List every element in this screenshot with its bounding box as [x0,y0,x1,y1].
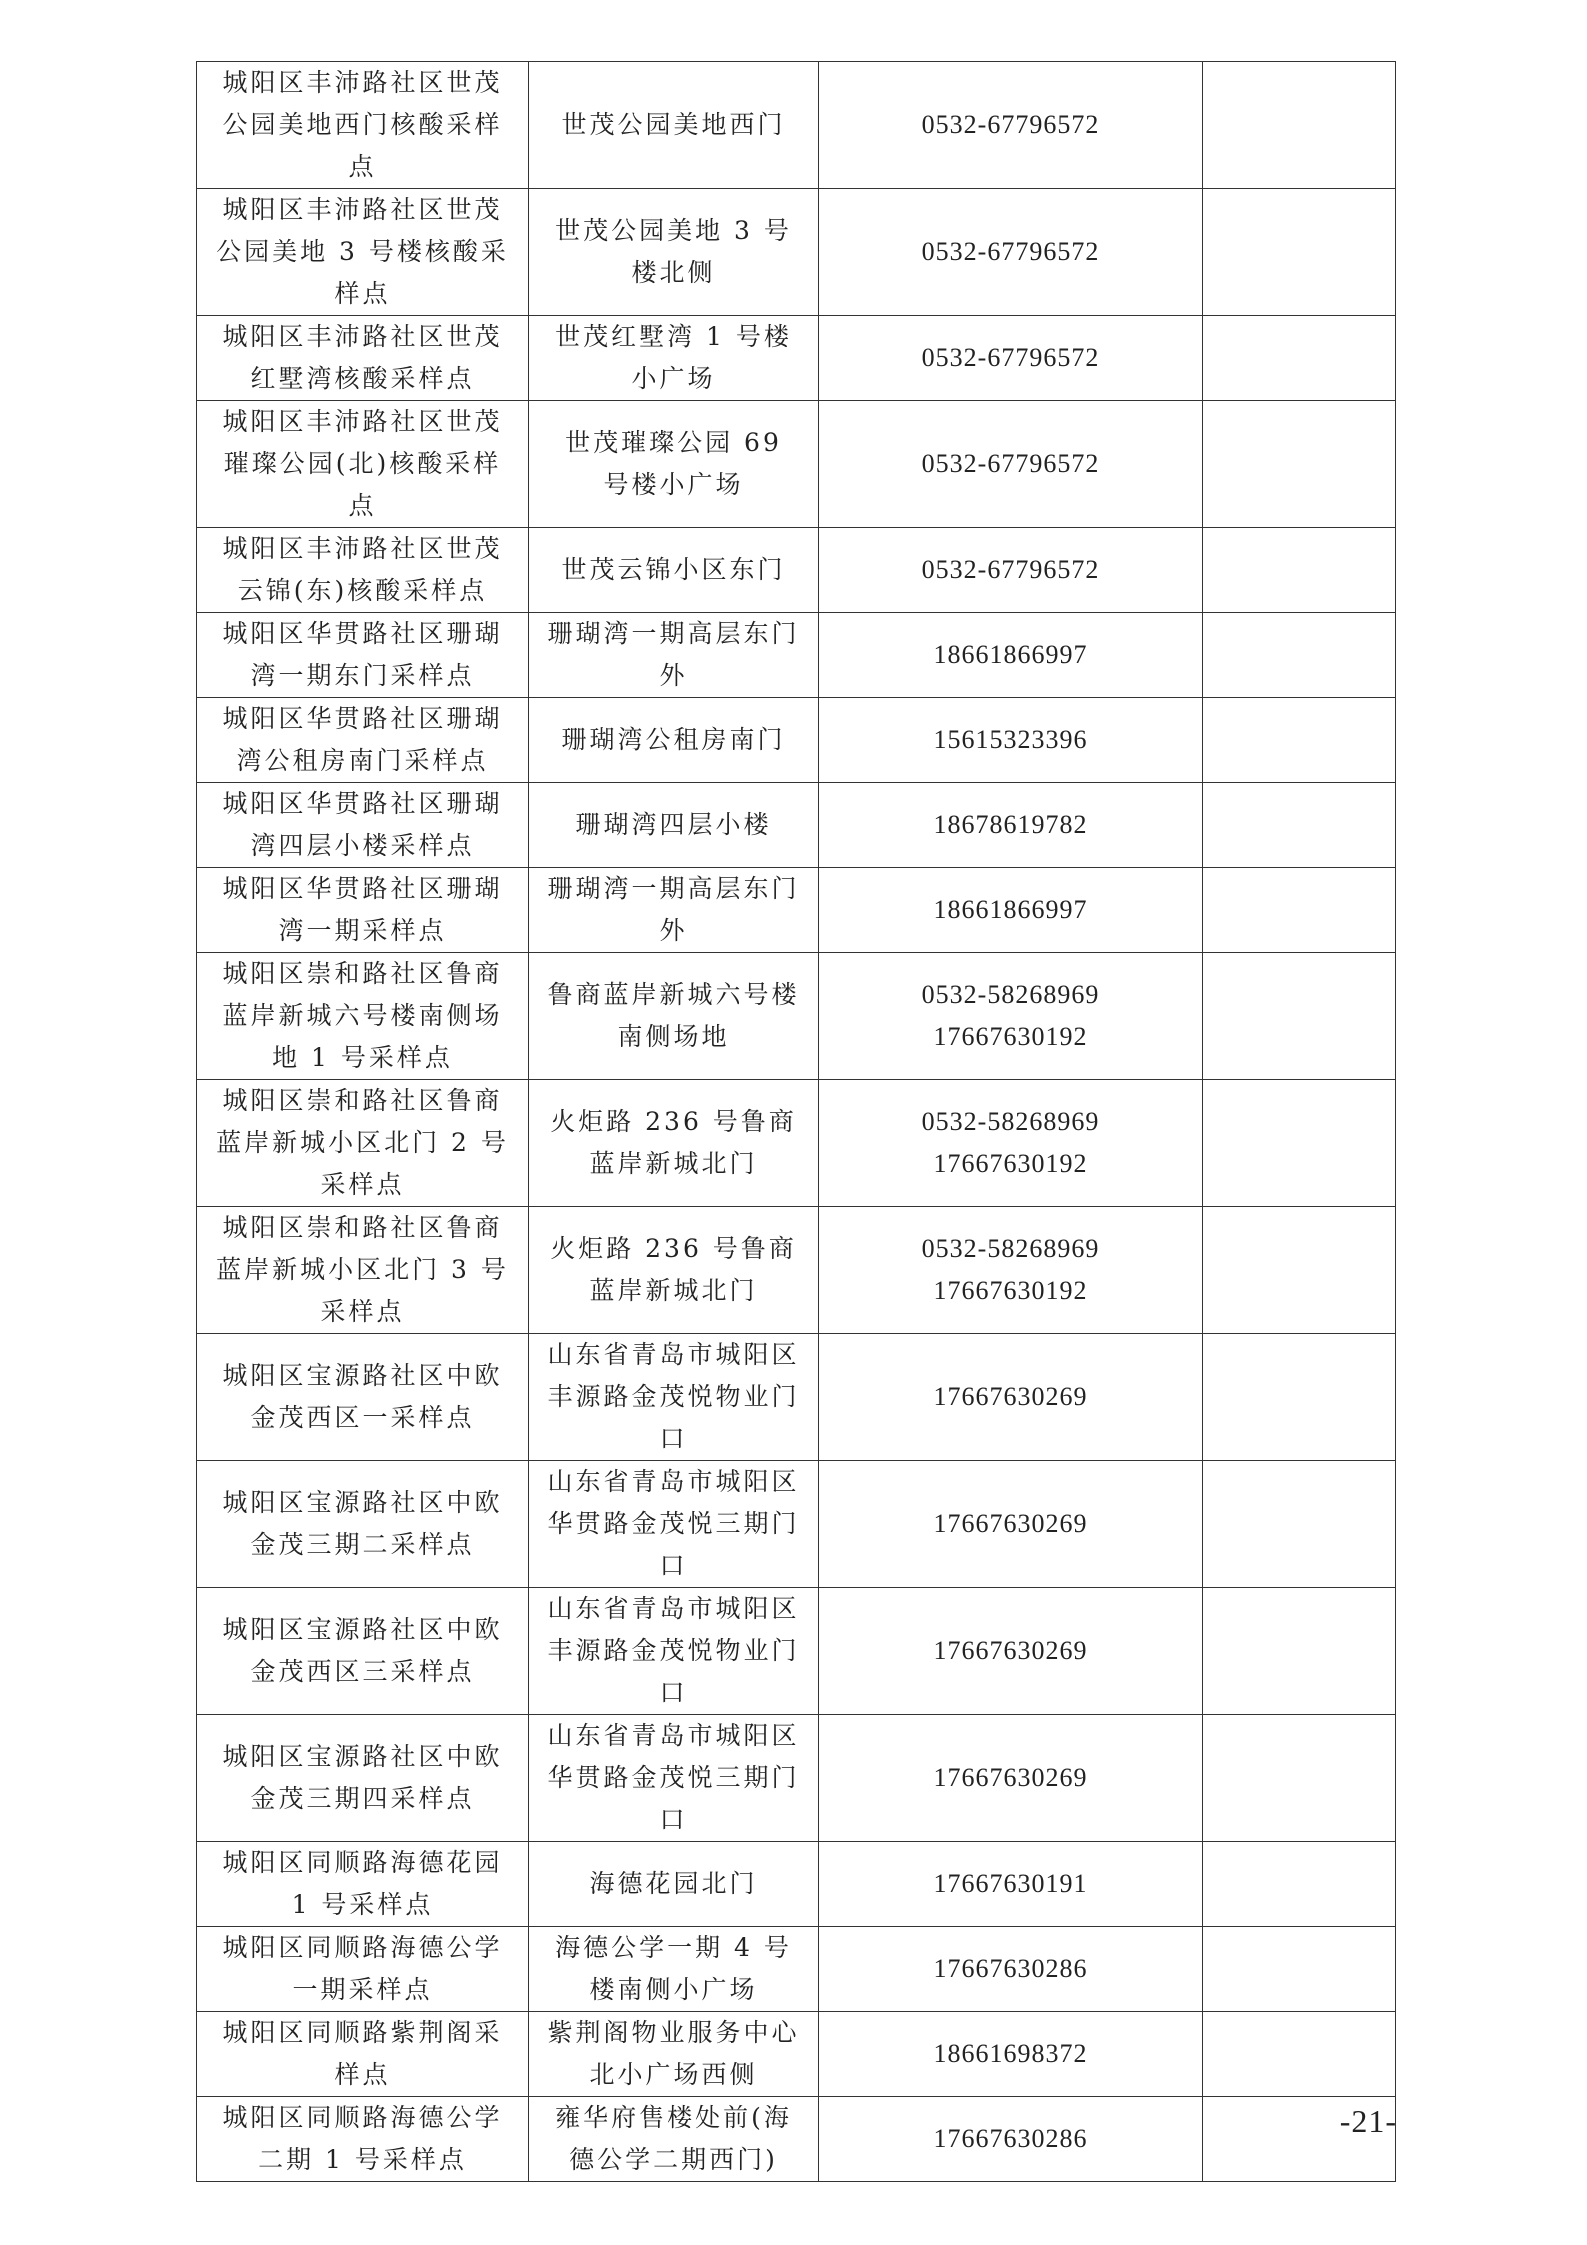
phone-number: 0532-67796572 [921,449,1100,478]
address-cell: 珊瑚湾一期高层东门外 [529,613,819,698]
note-cell [1203,783,1396,868]
phone-number: 17667630191 [933,1869,1088,1898]
phone-cell [819,62,1203,189]
table-body [197,62,1396,2182]
address-cell: 山东省青岛市城阳区丰源路金茂悦物业门口 [529,1588,819,1715]
table-row [197,783,1396,868]
phone-number: 17667630269 [933,1636,1088,1665]
phone-cell [819,1715,1203,1842]
note-cell [1203,189,1396,316]
address-cell: 山东省青岛市城阳区华贯路金茂悦三期门口 [529,1715,819,1842]
phone-number: 18661866997 [933,895,1088,924]
phone-cell [819,316,1203,401]
site-name-cell: 城阳区华贯路社区珊瑚湾一期采样点 [197,868,529,953]
site-name-cell: 城阳区丰沛路社区世茂公园美地西门核酸采样点 [197,62,529,189]
site-name-cell: 城阳区丰沛路社区世茂璀璨公园(北)核酸采样点 [197,401,529,528]
phone-number: 0532-67796572 [921,110,1100,139]
phone-cell [819,528,1203,613]
address-cell: 珊瑚湾一期高层东门外 [529,868,819,953]
site-name-cell: 城阳区同顺路海德公学二期 1 号采样点 [197,2097,529,2182]
site-name-cell: 城阳区崇和路社区鲁商蓝岸新城六号楼南侧场地 1 号采样点 [197,953,529,1080]
table-row [197,613,1396,698]
phone-cell [819,1080,1203,1207]
note-cell [1203,62,1396,189]
site-name-cell: 城阳区宝源路社区中欧金茂三期二采样点 [197,1461,529,1588]
phone-cell [819,1334,1203,1461]
site-name-cell: 城阳区同顺路紫荆阁采样点 [197,2012,529,2097]
phone-cell [819,613,1203,698]
phone-number: 17667630269 [933,1382,1088,1411]
table-row [197,1207,1396,1334]
phone-number: 17667630286 [933,2124,1088,2153]
note-cell [1203,953,1396,1080]
table-row [197,528,1396,613]
site-name-cell: 城阳区同顺路海德公学一期采样点 [197,1927,529,2012]
address-cell: 山东省青岛市城阳区丰源路金茂悦物业门口 [529,1334,819,1461]
address-cell: 珊瑚湾公租房南门 [529,698,819,783]
phone-number: 17667630192 [933,1276,1088,1305]
phone-cell [819,1927,1203,2012]
table-row [197,953,1396,1080]
phone-number: 0532-67796572 [921,343,1100,372]
sampling-sites-table [196,61,1396,2182]
site-name-cell: 城阳区华贯路社区珊瑚湾公租房南门采样点 [197,698,529,783]
table-row [197,1715,1396,1842]
table-row [197,1842,1396,1927]
address-cell: 紫荆阁物业服务中心北小广场西侧 [529,2012,819,2097]
address-cell: 火炬路 236 号鲁商蓝岸新城北门 [529,1207,819,1334]
page-number: -21- [1339,2103,1397,2139]
site-name-cell: 城阳区丰沛路社区世茂公园美地 3 号楼核酸采样点 [197,189,529,316]
site-name-cell: 城阳区崇和路社区鲁商蓝岸新城小区北门 2 号采样点 [197,1080,529,1207]
site-name-cell: 城阳区同顺路海德花园 1 号采样点 [197,1842,529,1927]
table-row [197,868,1396,953]
note-cell [1203,1842,1396,1927]
site-name-cell: 城阳区宝源路社区中欧金茂三期四采样点 [197,1715,529,1842]
table-row [197,1334,1396,1461]
note-cell [1203,316,1396,401]
phone-cell [819,2097,1203,2182]
table-row [197,1588,1396,1715]
address-cell: 海德花园北门 [529,1842,819,1927]
phone-cell [819,698,1203,783]
table-row [197,1461,1396,1588]
address-cell: 鲁商蓝岸新城六号楼南侧场地 [529,953,819,1080]
phone-number: 15615323396 [933,725,1088,754]
address-cell: 火炬路 236 号鲁商蓝岸新城北门 [529,1080,819,1207]
phone-number: 0532-67796572 [921,237,1100,266]
table-row [197,401,1396,528]
table-row [197,2097,1396,2182]
address-cell: 世茂公园美地西门 [529,62,819,189]
site-name-cell: 城阳区华贯路社区珊瑚湾一期东门采样点 [197,613,529,698]
phone-cell [819,2012,1203,2097]
table-row [197,2012,1396,2097]
site-name-cell: 城阳区丰沛路社区世茂云锦(东)核酸采样点 [197,528,529,613]
phone-number: 18661866997 [933,640,1088,669]
table-row [197,698,1396,783]
phone-cell [819,1461,1203,1588]
phone-number: 17667630286 [933,1954,1088,1983]
address-cell: 世茂红墅湾 1 号楼小广场 [529,316,819,401]
phone-cell [819,1588,1203,1715]
phone-number: 0532-58268969 [921,1107,1100,1136]
phone-number: 0532-58268969 [921,980,1100,1009]
phone-number: 17667630192 [933,1022,1088,1051]
phone-cell [819,783,1203,868]
phone-cell [819,1842,1203,1927]
phone-cell [819,189,1203,316]
note-cell [1203,2012,1396,2097]
address-cell: 海德公学一期 4 号楼南侧小广场 [529,1927,819,2012]
table-row [197,62,1396,189]
note-cell [1203,1927,1396,2012]
site-name-cell: 城阳区宝源路社区中欧金茂西区一采样点 [197,1334,529,1461]
phone-cell [819,401,1203,528]
table-row [197,316,1396,401]
note-cell [1203,613,1396,698]
phone-number: 17667630269 [933,1763,1088,1792]
table-row [197,1927,1396,2012]
phone-number: 17667630269 [933,1509,1088,1538]
note-cell [1203,1334,1396,1461]
note-cell [1203,1715,1396,1842]
note-cell [1203,1207,1396,1334]
phone-number: 18661698372 [933,2039,1088,2068]
phone-number: 18678619782 [933,810,1088,839]
site-name-cell: 城阳区崇和路社区鲁商蓝岸新城小区北门 3 号采样点 [197,1207,529,1334]
phone-cell [819,1207,1203,1334]
table-row [197,1080,1396,1207]
note-cell [1203,528,1396,613]
phone-cell [819,868,1203,953]
site-name-cell: 城阳区宝源路社区中欧金茂西区三采样点 [197,1588,529,1715]
phone-number: 0532-67796572 [921,555,1100,584]
site-name-cell: 城阳区华贯路社区珊瑚湾四层小楼采样点 [197,783,529,868]
address-cell: 珊瑚湾四层小楼 [529,783,819,868]
address-cell: 山东省青岛市城阳区华贯路金茂悦三期门口 [529,1461,819,1588]
address-cell: 世茂公园美地 3 号楼北侧 [529,189,819,316]
phone-number: 0532-58268969 [921,1234,1100,1263]
table-row [197,189,1396,316]
address-cell: 世茂云锦小区东门 [529,528,819,613]
note-cell [1203,1080,1396,1207]
note-cell [1203,868,1396,953]
phone-cell [819,953,1203,1080]
note-cell [1203,1588,1396,1715]
address-cell: 世茂璀璨公园 69 号楼小广场 [529,401,819,528]
site-name-cell: 城阳区丰沛路社区世茂红墅湾核酸采样点 [197,316,529,401]
phone-number: 17667630192 [933,1149,1088,1178]
note-cell [1203,1461,1396,1588]
note-cell [1203,698,1396,783]
address-cell: 雍华府售楼处前(海德公学二期西门) [529,2097,819,2182]
note-cell [1203,401,1396,528]
